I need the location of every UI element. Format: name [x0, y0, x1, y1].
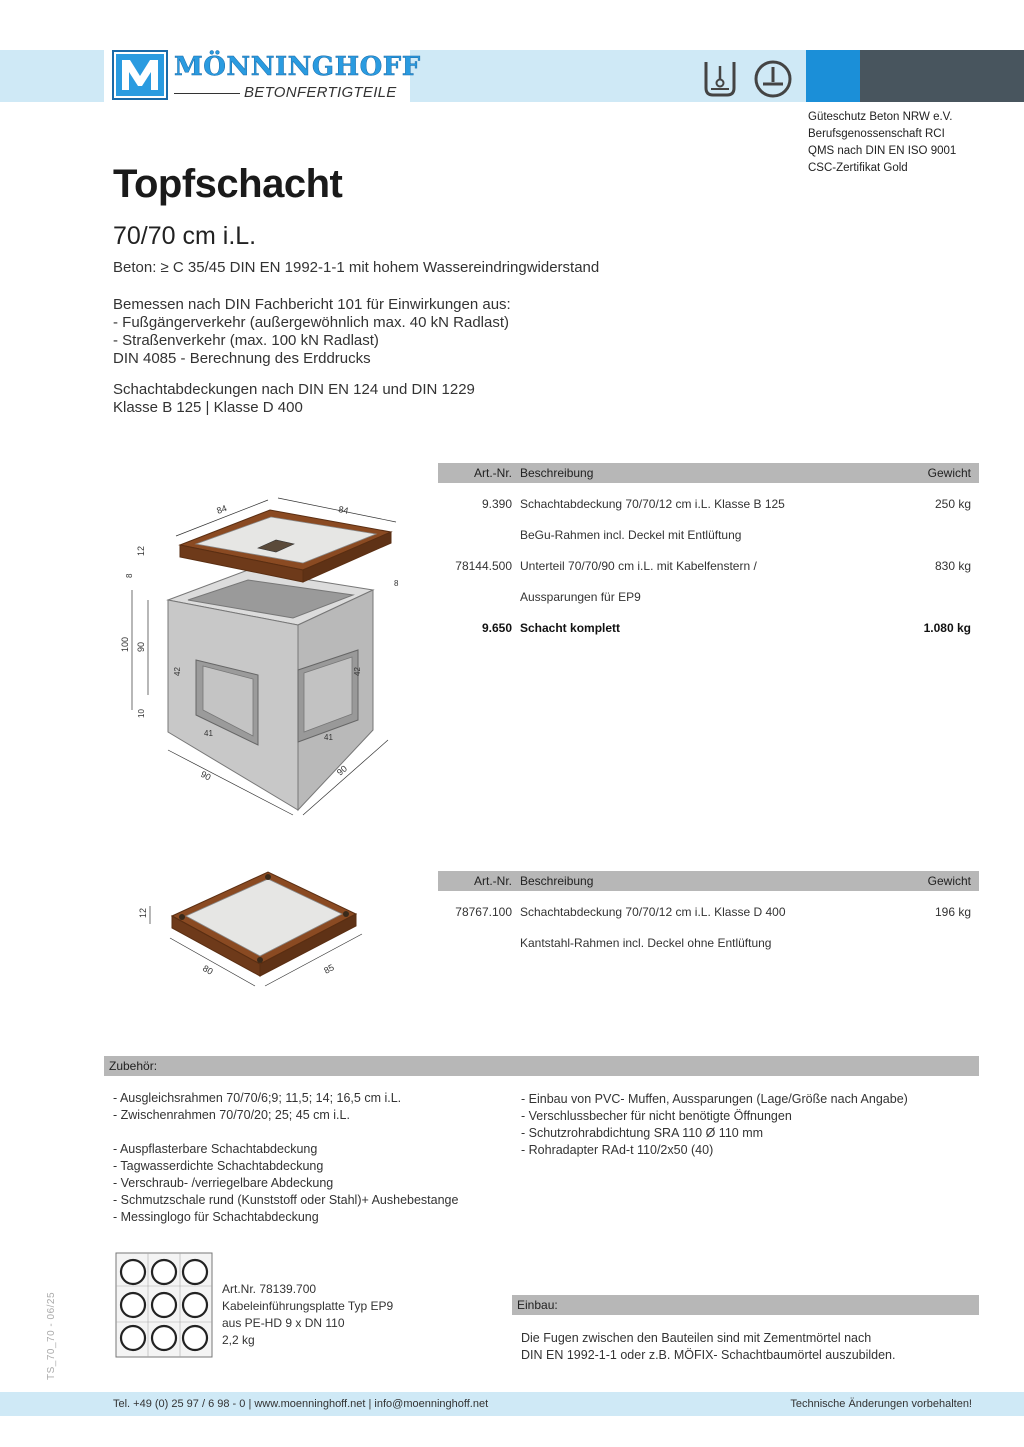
footer	[0, 1392, 1024, 1416]
ep9-info	[222, 1281, 393, 1349]
manhole-drawing	[108, 470, 438, 820]
certification-line: Güteschutz Beton NRW e.V.	[808, 111, 953, 123]
design-spec-line: - Fußgängerverkehr (außergewöhnlich max. 40 kN Radlast)	[113, 314, 509, 331]
accessories-header: Zubehör:	[104, 1056, 979, 1076]
table-row	[438, 525, 979, 556]
accessory-item: - Auspflasterbare Schachtabdeckung	[113, 1142, 318, 1156]
table-header	[438, 871, 979, 891]
cell-weight: 196 kg	[934, 905, 971, 919]
table-header	[438, 463, 979, 483]
footer-disclaimer: Technische Änderungen vorbehalten!	[790, 1398, 972, 1410]
accessory-item: - Rohradapter RAd-t 110/2x50 (40)	[521, 1143, 714, 1157]
bucket-certificate-icon	[703, 58, 737, 98]
cover-spec-line: Klasse B 125 | Klasse D 400	[113, 399, 303, 416]
brand-subtitle: BETONFERTIGTEILE	[244, 84, 397, 101]
concrete-spec: Beton: ≥ C 35/45 DIN EN 1992-1-1 mit hohem Wassereindringwiderstand	[113, 259, 600, 276]
accessory-item: - Verschlussbecher für nicht benötigte Öffnungen	[521, 1109, 792, 1123]
header-description: Beschreibung	[520, 466, 594, 480]
design-spec-line: - Straßenverkehr (max. 100 kN Radlast)	[113, 332, 379, 349]
table-row	[438, 933, 979, 964]
cell-art-nr: 78767.100	[455, 905, 512, 919]
cell-description: Schachtabdeckung 70/70/12 cm i.L. Klasse D 400	[520, 905, 786, 919]
accessories-right	[521, 1091, 908, 1159]
footer-contact: Tel. +49 (0) 25 97 / 6 98 - 0 | www.moenninghoff.net | info@moenninghoff.net	[113, 1398, 489, 1410]
product-table-2	[438, 871, 979, 964]
ep9-line: Kabeleinführungsplatte Typ EP9	[222, 1299, 394, 1313]
cell-art-nr: 9.650	[481, 621, 512, 635]
table-row	[438, 902, 979, 933]
header-accent-dark	[860, 50, 1024, 102]
cell-art-nr: 78144.500	[455, 559, 512, 573]
dim-label: 42	[173, 667, 182, 676]
ep9-line: Art.Nr. 78139.700	[222, 1282, 317, 1296]
table-row-total	[438, 618, 979, 649]
accessory-item: - Verschraub- /verriegelbare Abdeckung	[113, 1176, 334, 1190]
design-spec-line: Bemessen nach DIN Fachbericht 101 für Einwirkungen aus:	[113, 296, 511, 313]
installation-header: Einbau:	[512, 1295, 979, 1315]
brand-name: MÖNNINGHOFF	[174, 52, 421, 82]
accessory-item: - Schutzrohrabdichtung SRA 110 Ø 110 mm	[521, 1126, 764, 1140]
cell-weight: 1.080 kg	[923, 621, 971, 635]
dim-label: 12	[138, 907, 148, 918]
accessory-item: - Einbau von PVC- Muffen, Aussparungen (Lage/Größe nach Angabe)	[521, 1092, 908, 1106]
design-spec-line: DIN 4085 - Berechnung des Erddrucks	[113, 350, 371, 367]
accessory-item: - Ausgleichsrahmen 70/70/6;9; 11,5; 14; 16,5 cm i.L.	[113, 1091, 402, 1105]
logo-m-icon	[112, 50, 168, 100]
header-weight: Gewicht	[927, 466, 971, 480]
dim-label: 90	[334, 763, 349, 778]
gauge-certificate-icon	[752, 58, 794, 100]
cell-art-nr: 9.390	[481, 497, 512, 511]
dim-label: 10	[137, 709, 146, 718]
company-logo	[104, 46, 421, 104]
installation-text	[521, 1330, 895, 1364]
cell-description: BeGu-Rahmen incl. Deckel mit Entlüftung	[520, 528, 742, 542]
dim-label: 41	[204, 729, 213, 738]
header-art-nr: Art.-Nr.	[474, 466, 512, 480]
accessory-item: - Messinglogo für Schachtabdeckung	[113, 1210, 319, 1224]
cell-description: Aussparungen für EP9	[520, 590, 641, 604]
installation-line: Die Fugen zwischen den Bauteilen sind mit Zementmörtel nach	[521, 1331, 872, 1345]
ep9-plate-drawing	[115, 1252, 213, 1358]
accessories-left-2	[113, 1141, 458, 1226]
certification-line: Berufsgenossenschaft RCI	[808, 128, 945, 140]
dim-label: 8	[394, 579, 399, 588]
certification-line: CSC-Zertifikat Gold	[808, 162, 908, 174]
dim-label: 100	[120, 636, 130, 652]
dim-label: 80	[201, 963, 215, 977]
installation-line: DIN EN 1992-1-1 oder z.B. MÖFIX- Schachtbaumörtel auszubilden.	[521, 1348, 896, 1362]
cover-spec	[113, 381, 475, 417]
dim-label: 8	[125, 573, 134, 578]
cell-description: Schachtabdeckung 70/70/12 cm i.L. Klasse B 125	[520, 497, 785, 511]
brand-divider	[174, 93, 240, 94]
cover-spec-line: Schachtabdeckungen nach DIN EN 124 und DIN 1229	[113, 381, 475, 398]
product-table-1	[438, 463, 979, 649]
header-weight: Gewicht	[927, 874, 971, 888]
design-spec	[113, 296, 511, 368]
cell-weight: 830 kg	[934, 559, 971, 573]
document-code: TS_70_70 - 06/25	[46, 1291, 57, 1380]
page-subtitle: 70/70 cm i.L.	[113, 222, 257, 250]
cover-drawing	[130, 868, 380, 998]
dim-label: 84	[337, 504, 350, 516]
dim-label: 12	[136, 545, 146, 556]
accessories-left-1	[113, 1090, 401, 1124]
table-row	[438, 587, 979, 618]
header-art-nr: Art.-Nr.	[474, 874, 512, 888]
certification-list	[808, 109, 956, 177]
cell-description: Kantstahl-Rahmen incl. Deckel ohne Entlüftung	[520, 936, 772, 950]
cell-description: Schacht komplett	[520, 621, 621, 635]
page-title: Topfschacht	[113, 162, 343, 206]
dim-label: 90	[199, 768, 213, 783]
cell-description: Unterteil 70/70/90 cm i.L. mit Kabelfenstern /	[520, 559, 757, 573]
accessory-item: - Schmutzschale rund (Kunststoff oder Stahl)+ Aushebestange	[113, 1193, 459, 1207]
dim-label: 84	[215, 503, 229, 516]
header-description: Beschreibung	[520, 874, 594, 888]
dim-label: 42	[353, 667, 362, 676]
ep9-line: aus PE-HD 9 x DN 110	[222, 1316, 345, 1330]
dim-label: 90	[136, 641, 146, 652]
accessory-item: - Zwischenrahmen 70/70/20; 25; 45 cm i.L.	[113, 1108, 350, 1122]
table-row	[438, 494, 979, 525]
certification-line: QMS nach DIN EN ISO 9001	[808, 145, 957, 157]
table-row	[438, 556, 979, 587]
header-accent-blue	[806, 50, 860, 102]
accessory-item: - Tagwasserdichte Schachtabdeckung	[113, 1159, 324, 1173]
dim-label: 41	[324, 733, 333, 742]
cell-weight: 250 kg	[934, 497, 971, 511]
dim-label: 85	[322, 962, 336, 976]
ep9-line: 2,2 kg	[222, 1333, 255, 1347]
